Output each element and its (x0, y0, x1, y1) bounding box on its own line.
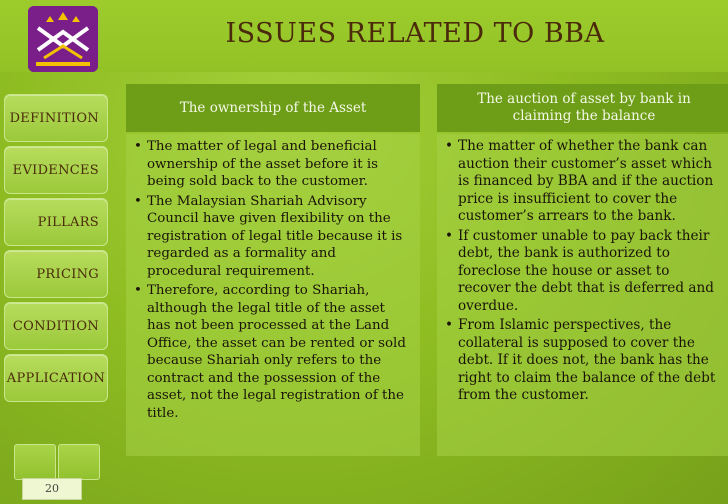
slide-title: ISSUES RELATED TO BBA (225, 18, 605, 49)
decorative-tile (14, 444, 56, 480)
list-item: • From Islamic perspectives, the collateral is supposed to cover the debt. If it does not, the bank has the right to claim the balance of the debt from the customer. (445, 317, 721, 405)
decorative-tile (58, 444, 100, 480)
list-item: • If customer unable to pay back their debt, the bank is authorized to foreclose the house or asset to recover the debt that is deferred and overdue. (445, 228, 721, 316)
sidebar-item-pricing[interactable]: PRICING (4, 250, 108, 298)
list-item: • The Malaysian Shariah Advisory Council have given flexibility on the registration of legal title because it is regarded as a formality and procedural requirement. (134, 193, 410, 281)
panel-heading: The ownership of the Asset (126, 84, 420, 132)
list-item: • The matter of legal and beneficial ownership of the asset before it is being sold back to the customer. (134, 138, 410, 191)
sidebar-item-definition[interactable]: DEFINITION (4, 94, 108, 142)
panel-heading: The auction of asset by bank in claiming the balance (437, 84, 728, 132)
sidebar-item-pillars[interactable]: PILLARS (4, 198, 108, 246)
sidebar-item-application[interactable]: APPLICATION (4, 354, 108, 402)
bullet-list (134, 138, 410, 422)
sidebar-item-evidences[interactable]: EVIDENCES (4, 146, 108, 194)
ownership-panel (126, 84, 420, 462)
list-item: • The matter of whether the bank can auction their customer’s asset which is financed by BBA and if the auction price is insufficient to cover the customer’s arrears to the bank. (445, 138, 721, 226)
list-item: • Therefore, according to Shariah, although the legal title of the asset has not been processed at the Land Office, the asset can be rented or sold because Shariah only refers to the contract and the possession of the asset, not the legal registration of the title. (134, 282, 410, 422)
page-number: 20 (22, 478, 82, 500)
sidebar-item-condition[interactable]: CONDITION (4, 302, 108, 350)
bullet-list (445, 138, 721, 405)
panel-body (437, 134, 728, 456)
panel-body (126, 134, 420, 456)
university-crest-icon (28, 6, 98, 72)
auction-panel (437, 84, 728, 462)
